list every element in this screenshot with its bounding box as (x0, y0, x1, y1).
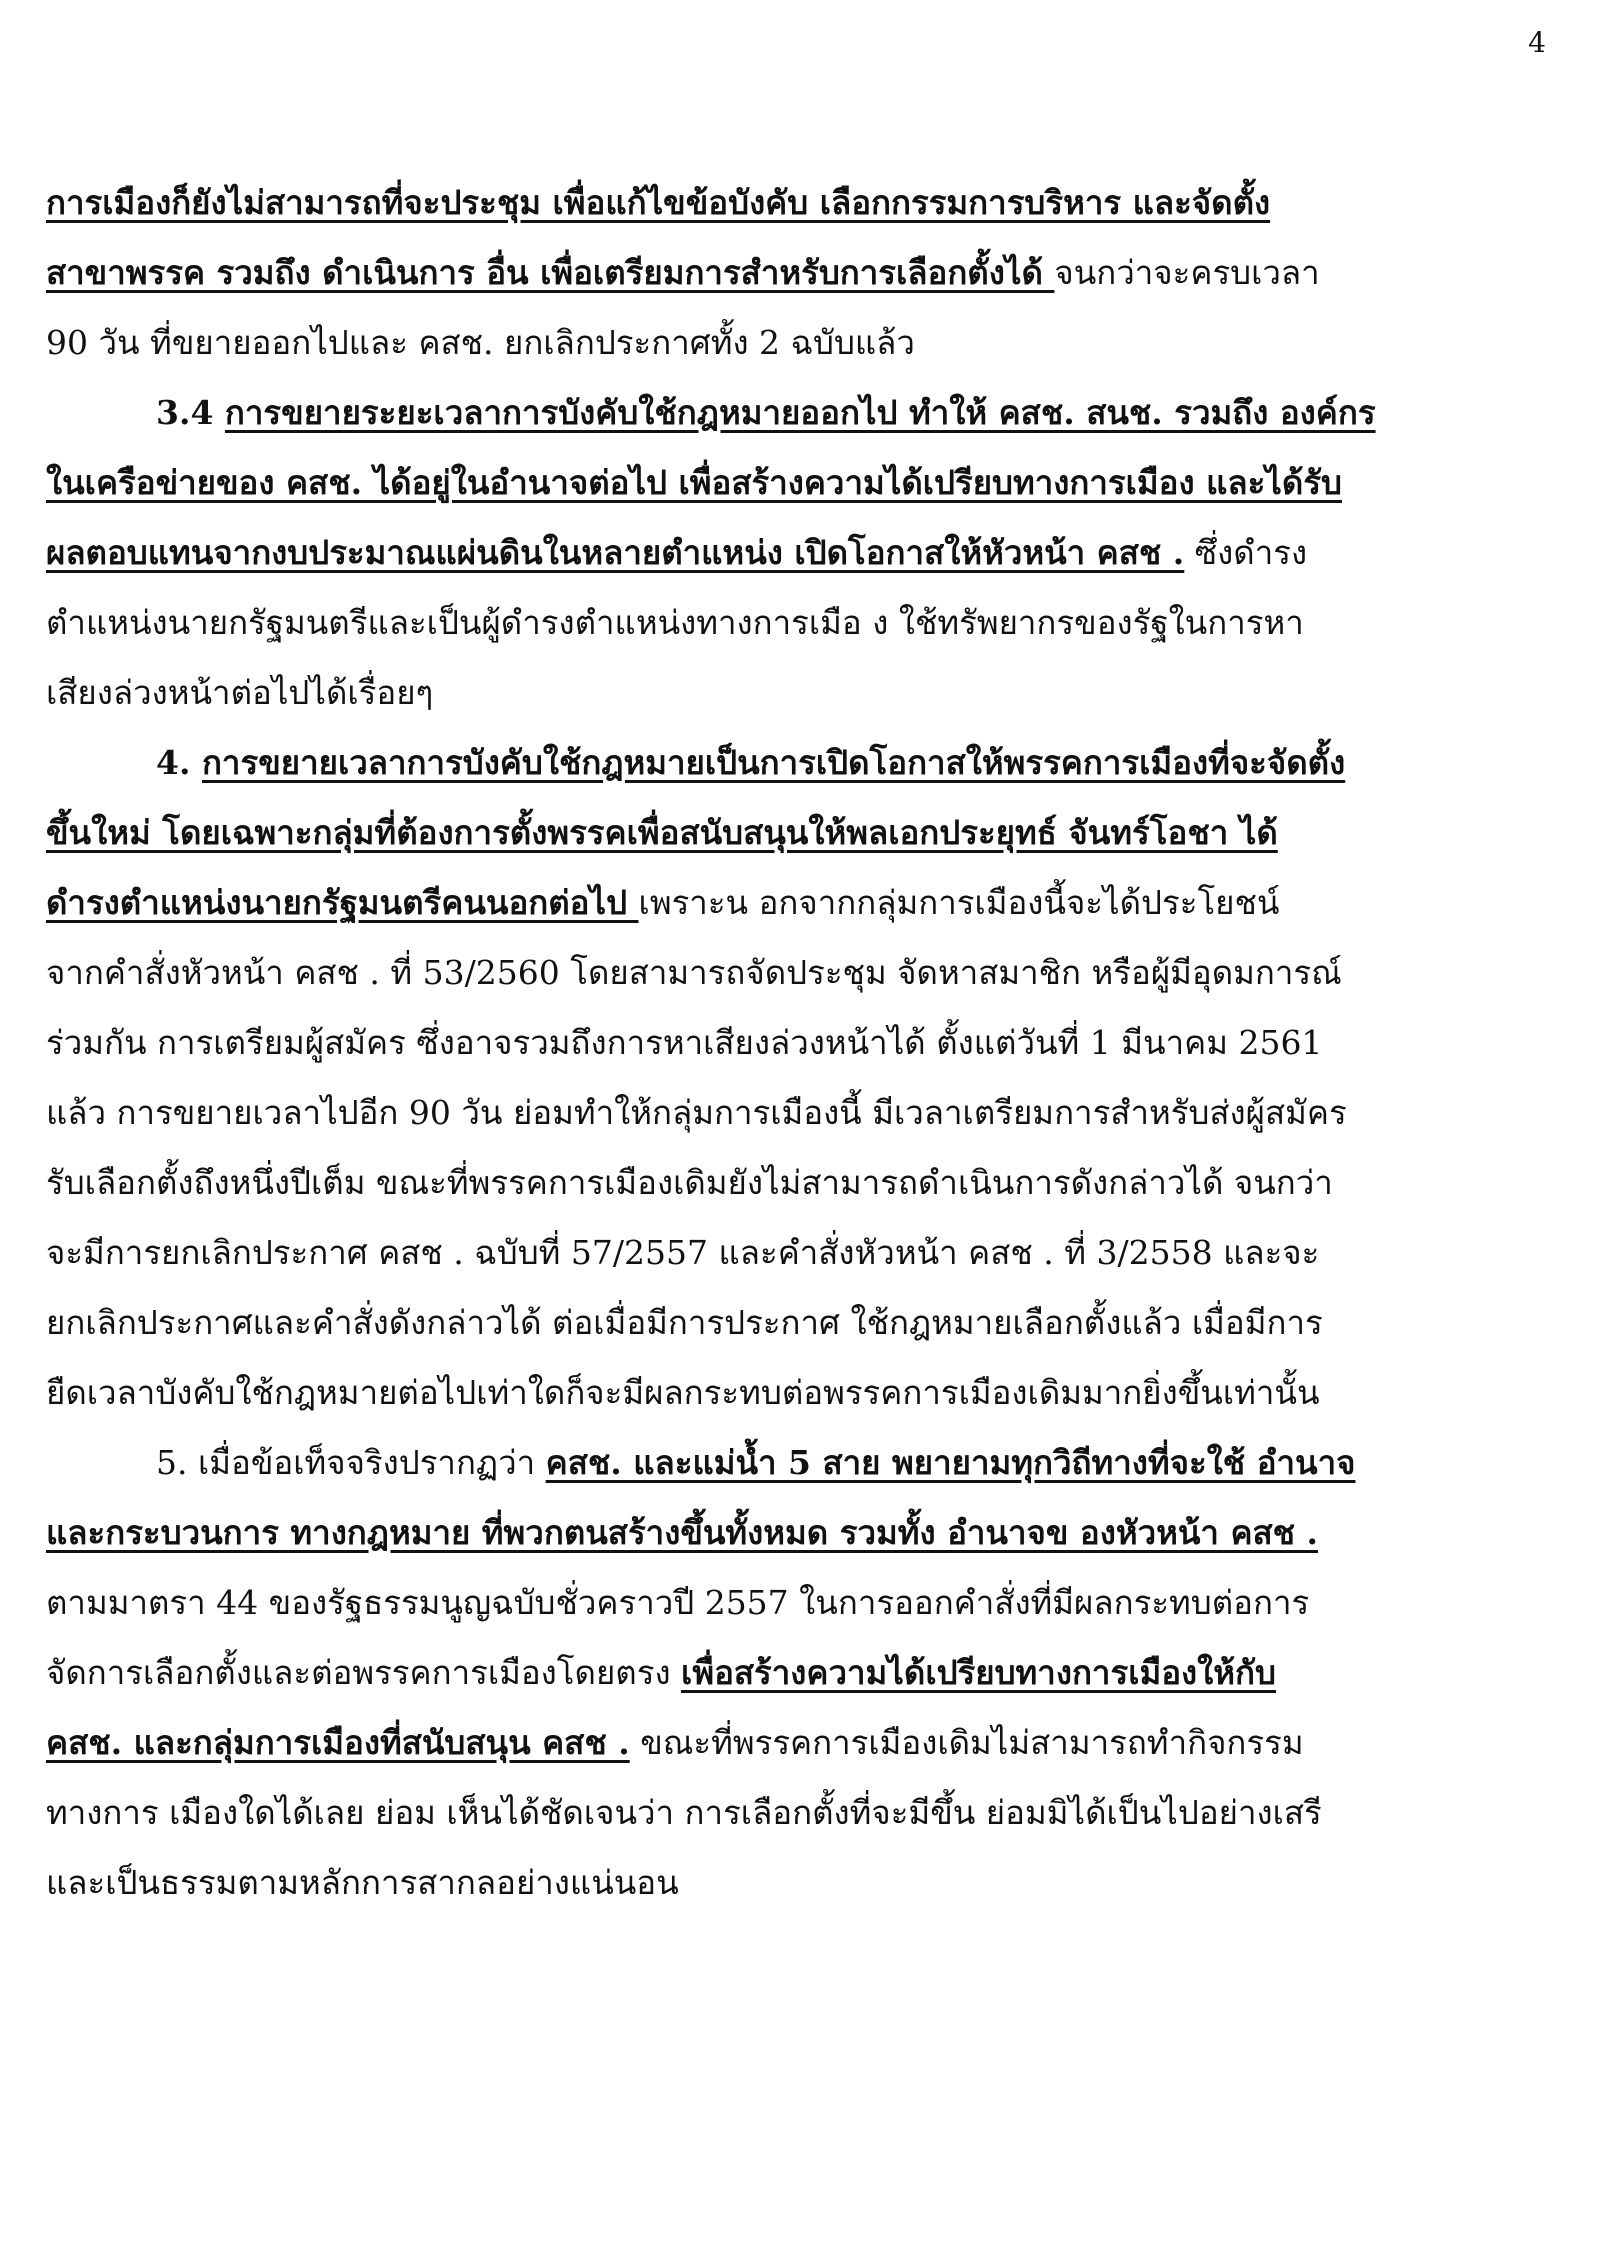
underlined-bold-text: คสช. และกลุ่มการเมืองที่สนับสนุน คสช . (46, 1723, 630, 1762)
text-line (46, 518, 1556, 588)
text-line (46, 868, 1556, 938)
underlined-bold-text: คสช. และแม่น้ำ 5 สาย พยายามทุกวิถีทางที่จะใช้ อำนาจ (545, 1443, 1356, 1482)
text-line (46, 308, 1556, 378)
page-number: 4 (1528, 26, 1546, 59)
text-line (46, 1148, 1556, 1218)
body-text: จนกว่าจะครบเวลา (1054, 253, 1320, 292)
underlined-bold-text: การเมืองก็ยังไม่สามารถที่จะประชุม เพื่อแก้ไขข้อบังคับ เลือกกรรมการบริหาร และจัดตั้ง (46, 183, 1271, 222)
text-line (46, 448, 1556, 518)
body-text: จะมีการยกเลิกประกาศ คสช . ฉบับที่ 57/2557 และคำสั่งหัวหน้า คสช . ที่ 3/2558 และจะ (46, 1233, 1320, 1272)
paragraph-first-line (46, 1428, 1556, 1498)
text-line (46, 658, 1556, 728)
underlined-bold-text: และกระบวนการ ทางกฎหมาย ที่พวกตนสร้างขึ้นทั้งหมด รวมทั้ง อำนาจข องหัวหน้า คสช . (46, 1513, 1319, 1552)
text-line (46, 168, 1556, 238)
text-line (46, 1008, 1556, 1078)
body-text: เพราะน อกจากกลุ่มการเมืองนี้จะได้ประโยชน์ (638, 883, 1280, 922)
underlined-bold-text: ในเครือข่ายของ คสช. ได้อยู่ในอำนาจต่อไป เพื่อสร้างความได้เปรียบทางการเมือง และได้รับ (46, 463, 1342, 502)
underlined-bold-text: เพื่อสร้างความได้เปรียบทางการเมืองให้กับ (681, 1653, 1276, 1692)
text-line (46, 238, 1556, 308)
underlined-bold-text: การขยายระยะเวลาการบังคับใช้กฎหมายออกไป ทำให้ คสช. สนช. รวมถึง องค์กร (224, 393, 1376, 432)
body-text: รับเลือกตั้งถึงหนึ่งปีเต็ม ขณะที่พรรคการเมืองเดิมยังไม่สามารถดำเนินการดังกล่าวได้ จนกว่า (46, 1163, 1333, 1202)
text-line (46, 1288, 1556, 1358)
body-text: ตำแหน่งนายกรัฐมนตรีและเป็นผู้ดำรงตำแหน่งทางการเมือ ง ใช้ทรัพยากรของรัฐในการหา (46, 603, 1304, 642)
underlined-bold-text: ผลตอบแทนจากงบประมาณแผ่นดินในหลายตำแหน่ง เปิดโอกาสให้หัวหน้า คสช . (46, 533, 1185, 572)
body-text: 90 วัน ที่ขยายออกไปและ คสช. ยกเลิกประกาศทั้ง 2 ฉบับแล้ว (46, 323, 915, 362)
underlined-bold-text: ดำรงตำแหน่งนายกรัฐมนตรีคนนอกต่อไป (46, 883, 639, 922)
document-body (46, 168, 1556, 1918)
underlined-bold-text: สาขาพรรค รวมถึง ดำเนินการ อื่น เพื่อเตรียมการสำหรับการเลือกตั้งได้ (46, 253, 1055, 292)
body-text: ซึ่งดำรง (1184, 533, 1308, 572)
text-line (46, 1708, 1556, 1778)
text-line (46, 1778, 1556, 1848)
body-text: ตามมาตรา 44 ของรัฐธรรมนูญฉบับชั่วคราวปี 2557 ในการออกคำสั่งที่มีผลกระทบต่อการ (46, 1583, 1310, 1622)
body-text: ทางการ เมืองใดได้เลย ย่อม เห็นได้ชัดเจนว่า การเลือกตั้งที่จะมีขึ้น ย่อมมิได้เป็นไปอย่างเสรี (46, 1793, 1322, 1832)
text-line (46, 938, 1556, 1008)
text-line (46, 1848, 1556, 1918)
body-text: ยกเลิกประกาศและคำสั่งดังกล่าวได้ ต่อเมื่อมีการประกาศ ใช้กฎหมายเลือกตั้งแล้ว เมื่อมีการ (46, 1303, 1323, 1342)
bold-number: 4. (156, 743, 202, 782)
text-line (46, 1358, 1556, 1428)
body-text: และเป็นธรรมตามหลักการสากลอย่างแน่นอน (46, 1863, 679, 1902)
body-text: แล้ว การขยายเวลาไปอีก 90 วัน ย่อมทำให้กลุ่มการเมืองนี้ มีเวลาเตรียมการสำหรับส่งผู้สมัคร (46, 1093, 1347, 1132)
body-text: จากคำสั่งหัวหน้า คสช . ที่ 53/2560 โดยสามารถจัดประชุม จัดหาสมาชิก หรือผู้มีอุดมการณ์ (46, 953, 1342, 992)
underlined-bold-text: ขึ้นใหม่ โดยเฉพาะกลุ่มที่ต้องการตั้งพรรคเพื่อสนับสนุนให้พลเอกประยุทธ์ จันทร์โอชา ได้ (46, 813, 1278, 852)
text-line (46, 1568, 1556, 1638)
text-line (46, 1218, 1556, 1288)
body-text: เสียงล่วงหน้าต่อไปได้เรื่อยๆ (46, 673, 434, 712)
body-text: ขณะที่พรรคการเมืองเดิมไม่สามารถทำกิจกรรม (629, 1723, 1304, 1762)
bold-number: 3.4 (156, 393, 225, 432)
text-line (46, 1638, 1556, 1708)
body-text: จัดการเลือกตั้งและต่อพรรคการเมืองโดยตรง (46, 1653, 682, 1692)
text-line (46, 1078, 1556, 1148)
body-text: ร่วมกัน การเตรียมผู้สมัคร ซึ่งอาจรวมถึงการหาเสียงล่วงหน้าได้ ตั้งแต่วันที่ 1 มีนาคม 2561 (46, 1023, 1323, 1062)
paragraph-first-line (46, 378, 1556, 448)
body-text: ยืดเวลาบังคับใช้กฎหมายต่อไปเท่าใดก็จะมีผลกระทบต่อพรรคการเมืองเดิมมากยิ่งขึ้นเท่านั้น (46, 1373, 1320, 1412)
text-line (46, 588, 1556, 658)
text-line (46, 798, 1556, 868)
underlined-bold-text: การขยายเวลาการบังคับใช้กฎหมายเป็นการเปิดโอกาสให้พรรคการเมืองที่จะจัดตั้ง (201, 743, 1346, 782)
body-text: 5. เมื่อข้อเท็จจริงปรากฏว่า (156, 1443, 546, 1482)
paragraph-first-line (46, 728, 1556, 798)
text-line (46, 1498, 1556, 1568)
